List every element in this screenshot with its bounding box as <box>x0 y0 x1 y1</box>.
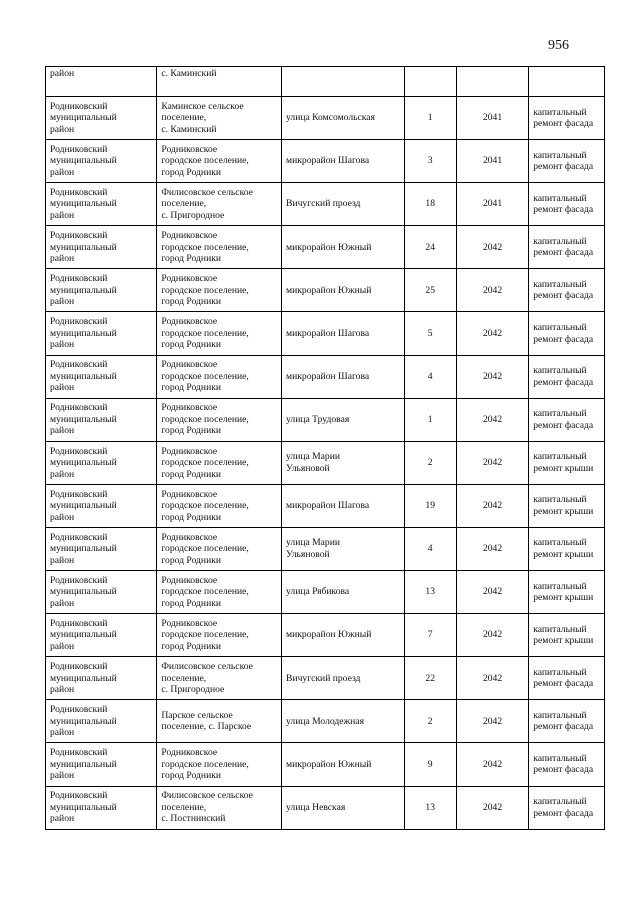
street-cell <box>282 67 404 97</box>
district-line: район <box>50 640 75 652</box>
table-row <box>46 700 605 743</box>
work-line: ремонт фасада <box>533 118 594 130</box>
work-cell <box>529 484 605 527</box>
year-cell: 2042 <box>456 571 528 614</box>
street-line: микрорайон Южный <box>286 758 372 770</box>
house-cell: 5 <box>404 312 456 355</box>
work-line: ремонт фасада <box>533 419 594 431</box>
district-line: Родниковский <box>50 488 108 500</box>
settlement-line: Родниковское <box>161 316 218 328</box>
settlement-line: городское поселение, <box>161 457 249 469</box>
year-cell: 2041 <box>456 140 528 183</box>
settlement-line: поселение, с. Парское <box>161 721 252 733</box>
settlement-cell <box>157 67 282 97</box>
settlement-cell <box>157 312 282 355</box>
settlement-cell <box>157 786 282 829</box>
district-line: Родниковский <box>50 704 108 716</box>
district-cell <box>46 226 157 269</box>
house-cell: 13 <box>404 571 456 614</box>
table-row <box>46 614 605 657</box>
settlement-cell <box>157 398 282 441</box>
district-cell <box>46 657 157 700</box>
table-row <box>46 786 605 829</box>
street-cell <box>282 527 404 570</box>
street-cell <box>282 484 404 527</box>
settlement-cell <box>157 355 282 398</box>
district-line: муниципальный <box>50 629 117 641</box>
district-line: район <box>50 727 75 739</box>
year-cell: 2042 <box>456 269 528 312</box>
year-cell: 2042 <box>456 398 528 441</box>
work-cell <box>529 700 605 743</box>
work-line: капитальный <box>533 752 587 764</box>
settlement-cell <box>157 527 282 570</box>
settlement-line: Родниковское <box>161 747 218 759</box>
district-cell <box>46 97 157 140</box>
settlement-line: городское поселение, <box>161 500 249 512</box>
work-cell <box>529 786 605 829</box>
settlement-cell <box>157 484 282 527</box>
district-line: Родниковский <box>50 445 108 457</box>
settlement-line: город Родники <box>161 296 221 308</box>
street-cell <box>282 140 404 183</box>
district-line: Родниковский <box>50 574 108 586</box>
district-line: Родниковский <box>50 790 108 802</box>
work-line: капитальный <box>533 709 587 721</box>
house-cell: 22 <box>404 657 456 700</box>
settlement-line: поселение, <box>161 672 207 684</box>
district-cell <box>46 398 157 441</box>
district-line: район <box>50 554 75 566</box>
work-line: ремонт фасада <box>533 333 594 345</box>
settlement-line: Родниковское <box>161 445 218 457</box>
year-cell: 2042 <box>456 657 528 700</box>
work-cell <box>529 140 605 183</box>
district-line: Родниковский <box>50 230 108 242</box>
year-cell: 2042 <box>456 484 528 527</box>
table-row <box>46 484 605 527</box>
street-line: улица Молодежная <box>286 715 364 727</box>
district-line: Родниковский <box>50 402 108 414</box>
district-line: муниципальный <box>50 543 117 555</box>
work-cell <box>529 183 605 226</box>
settlement-line: с. Каминский <box>161 68 217 79</box>
district-cell <box>46 67 157 97</box>
settlement-line: Филисовское сельское <box>161 790 253 802</box>
work-line: ремонт фасада <box>533 376 594 388</box>
district-line: муниципальный <box>50 370 117 382</box>
settlement-line: Родниковское <box>161 574 218 586</box>
district-line: муниципальный <box>50 413 117 425</box>
street-cell <box>282 226 404 269</box>
settlement-line: Родниковское <box>161 359 218 371</box>
street-cell <box>282 97 404 140</box>
house-cell: 13 <box>404 786 456 829</box>
settlement-line: городское поселение, <box>161 629 249 641</box>
table-row <box>46 398 605 441</box>
table-row <box>46 527 605 570</box>
settlement-line: поселение, <box>161 801 207 813</box>
settlement-line: город Родники <box>161 640 221 652</box>
house-cell: 19 <box>404 484 456 527</box>
settlement-line: городское поселение, <box>161 370 249 382</box>
year-cell: 2042 <box>456 614 528 657</box>
work-line: капитальный <box>533 796 587 808</box>
work-cell <box>529 398 605 441</box>
street-cell <box>282 571 404 614</box>
street-line: микрорайон Южный <box>286 284 372 296</box>
street-cell <box>282 743 404 786</box>
district-cell <box>46 269 157 312</box>
work-line: капитальный <box>533 494 587 506</box>
house-cell: 25 <box>404 269 456 312</box>
work-line: ремонт крыши <box>533 462 594 474</box>
street-cell <box>282 614 404 657</box>
district-line: муниципальный <box>50 758 117 770</box>
settlement-cell <box>157 269 282 312</box>
settlement-line: с. Пригородное <box>161 209 225 221</box>
district-line: муниципальный <box>50 801 117 813</box>
street-line: микрорайон Южный <box>286 241 372 253</box>
table-row <box>46 571 605 614</box>
work-line: капитальный <box>533 451 587 463</box>
work-cell <box>529 571 605 614</box>
settlement-cell <box>157 97 282 140</box>
settlement-line: городское поселение, <box>161 758 249 770</box>
work-cell <box>529 355 605 398</box>
district-line: район <box>50 468 75 480</box>
year-cell: 2042 <box>456 312 528 355</box>
street-line: улица Комсомольская <box>286 112 375 124</box>
year-cell: 2042 <box>456 786 528 829</box>
district-cell <box>46 786 157 829</box>
street-cell <box>282 312 404 355</box>
work-cell <box>529 614 605 657</box>
house-cell: 9 <box>404 743 456 786</box>
settlement-line: город Родники <box>161 770 221 782</box>
settlement-line: городское поселение, <box>161 413 249 425</box>
settlement-cell <box>157 657 282 700</box>
house-cell: 2 <box>404 700 456 743</box>
work-line: капитальный <box>533 623 587 635</box>
district-line: район <box>50 382 75 394</box>
settlement-line: Родниковское <box>161 273 218 285</box>
settlement-line: город Родники <box>161 511 221 523</box>
district-cell <box>46 140 157 183</box>
settlement-line: город Родники <box>161 253 221 265</box>
settlement-line: Каминское сельское <box>161 100 244 112</box>
table-row <box>46 657 605 700</box>
settlement-line: Родниковское <box>161 230 218 242</box>
work-cell <box>529 97 605 140</box>
settlement-cell <box>157 140 282 183</box>
settlement-line: город Родники <box>161 166 221 178</box>
district-line: Родниковский <box>50 747 108 759</box>
settlement-cell <box>157 183 282 226</box>
street-line: улица Марии <box>286 537 340 549</box>
settlement-line: городское поселение, <box>161 155 249 167</box>
street-line: Ульяновой <box>286 548 330 560</box>
district-cell <box>46 441 157 484</box>
district-cell <box>46 571 157 614</box>
street-cell <box>282 700 404 743</box>
district-line: район <box>50 511 75 523</box>
table-row <box>46 269 605 312</box>
settlement-line: Родниковское <box>161 402 218 414</box>
district-line: Родниковский <box>50 661 108 673</box>
street-line: микрорайон Шагова <box>286 155 370 167</box>
district-line: муниципальный <box>50 586 117 598</box>
work-line: ремонт фасада <box>533 161 594 173</box>
street-line: микрорайон Шагова <box>286 327 370 339</box>
table-row <box>46 743 605 786</box>
year-cell: 2042 <box>456 355 528 398</box>
work-line: капитальный <box>533 192 587 204</box>
district-line: Родниковский <box>50 186 108 198</box>
year-cell: 2042 <box>456 700 528 743</box>
work-cell <box>529 269 605 312</box>
street-line: микрорайон Шагова <box>286 500 370 512</box>
district-line: район <box>50 597 75 609</box>
work-line: ремонт фасада <box>533 678 594 690</box>
work-cell <box>529 657 605 700</box>
work-cell <box>529 226 605 269</box>
district-cell <box>46 700 157 743</box>
district-line: район <box>50 425 75 437</box>
street-line: улица Невская <box>286 801 346 813</box>
district-line: муниципальный <box>50 457 117 469</box>
work-line: ремонт фасада <box>533 764 594 776</box>
street-line: микрорайон Южный <box>286 629 372 641</box>
house-cell: 1 <box>404 97 456 140</box>
district-line: муниципальный <box>50 327 117 339</box>
settlement-line: Парское сельское <box>161 709 233 721</box>
house-cell: 4 <box>404 527 456 570</box>
house-cell <box>404 67 456 97</box>
table-row-continued <box>46 67 605 97</box>
settlement-line: городское поселение, <box>161 241 249 253</box>
district-cell <box>46 743 157 786</box>
work-cell <box>529 743 605 786</box>
street-cell <box>282 355 404 398</box>
settlement-line: Родниковское <box>161 143 218 155</box>
settlement-line: с. Постнинский <box>161 813 226 825</box>
settlement-line: городское поселение, <box>161 327 249 339</box>
district-line: район <box>50 209 75 221</box>
work-line: капитальный <box>533 580 587 592</box>
table-row <box>46 140 605 183</box>
street-cell <box>282 786 404 829</box>
work-line: капитальный <box>533 408 587 420</box>
settlement-cell <box>157 571 282 614</box>
settlement-line: город Родники <box>161 554 221 566</box>
year-cell <box>456 67 528 97</box>
work-line: капитальный <box>533 365 587 377</box>
work-line: капитальный <box>533 278 587 290</box>
district-line: муниципальный <box>50 198 117 210</box>
work-line: ремонт фасада <box>533 290 594 302</box>
district-cell <box>46 484 157 527</box>
district-line: район <box>50 296 75 308</box>
street-cell <box>282 398 404 441</box>
street-line: улица Марии <box>286 451 340 463</box>
district-line: муниципальный <box>50 241 117 253</box>
street-line: улица Трудовая <box>286 413 350 425</box>
year-cell: 2042 <box>456 743 528 786</box>
house-cell: 24 <box>404 226 456 269</box>
work-line: капитальный <box>533 666 587 678</box>
settlement-line: город Родники <box>161 382 221 394</box>
table-row <box>46 183 605 226</box>
district-line: муниципальный <box>50 500 117 512</box>
district-line: Родниковский <box>50 316 108 328</box>
street-line: Ульяновой <box>286 462 330 474</box>
settlement-line: Родниковское <box>161 531 218 543</box>
year-cell: 2041 <box>456 183 528 226</box>
street-cell <box>282 183 404 226</box>
district-line: Родниковский <box>50 617 108 629</box>
year-cell: 2042 <box>456 527 528 570</box>
work-cell <box>529 441 605 484</box>
settlement-line: город Родники <box>161 468 221 480</box>
district-line: Родниковский <box>50 531 108 543</box>
house-cell: 2 <box>404 441 456 484</box>
settlement-line: городское поселение, <box>161 284 249 296</box>
settlement-cell <box>157 700 282 743</box>
district-line: район <box>50 253 75 265</box>
district-cell <box>46 614 157 657</box>
settlement-line: Родниковское <box>161 617 218 629</box>
settlement-line: городское поселение, <box>161 586 249 598</box>
work-line: ремонт фасада <box>533 721 594 733</box>
table-row <box>46 226 605 269</box>
work-cell <box>529 527 605 570</box>
district-line: район <box>50 770 75 782</box>
street-cell <box>282 441 404 484</box>
work-line: капитальный <box>533 106 587 118</box>
table-row <box>46 441 605 484</box>
district-cell <box>46 183 157 226</box>
table-row <box>46 97 605 140</box>
settlement-line: с. Пригородное <box>161 684 225 696</box>
district-line: Родниковский <box>50 143 108 155</box>
table-row <box>46 355 605 398</box>
house-cell: 4 <box>404 355 456 398</box>
settlement-line: Родниковское <box>161 488 218 500</box>
district-line: район <box>50 123 75 135</box>
settlement-line: городское поселение, <box>161 543 249 555</box>
street-cell <box>282 657 404 700</box>
street-line: микрорайон Шагова <box>286 370 370 382</box>
table-row <box>46 312 605 355</box>
district-line: район <box>50 339 75 351</box>
district-cell <box>46 312 157 355</box>
district-line: муниципальный <box>50 672 117 684</box>
district-line: Родниковский <box>50 100 108 112</box>
settlement-line: Филисовское сельское <box>161 661 253 673</box>
work-line: капитальный <box>533 537 587 549</box>
house-cell: 1 <box>404 398 456 441</box>
street-line: Вичугский проезд <box>286 672 361 684</box>
year-cell: 2042 <box>456 226 528 269</box>
work-line: ремонт крыши <box>533 505 594 517</box>
year-cell: 2041 <box>456 97 528 140</box>
work-line: ремонт фасада <box>533 807 594 819</box>
work-line: ремонт фасада <box>533 247 594 259</box>
district-line: район <box>50 166 75 178</box>
street-line: Вичугский проезд <box>286 198 361 210</box>
page-number: 956 <box>548 38 569 53</box>
settlement-line: с. Каминский <box>161 123 217 135</box>
settlement-cell <box>157 226 282 269</box>
street-line: улица Рябикова <box>286 586 350 598</box>
house-cell: 18 <box>404 183 456 226</box>
settlement-cell <box>157 614 282 657</box>
register-body <box>46 67 605 830</box>
settlement-cell <box>157 441 282 484</box>
settlement-line: город Родники <box>161 425 221 437</box>
house-cell: 3 <box>404 140 456 183</box>
district-line: Родниковский <box>50 273 108 285</box>
district-line: муниципальный <box>50 715 117 727</box>
housing-register-table <box>45 66 605 830</box>
work-line: ремонт крыши <box>533 635 594 647</box>
district-line: муниципальный <box>50 155 117 167</box>
year-cell: 2042 <box>456 441 528 484</box>
work-line: капитальный <box>533 322 587 334</box>
district-line: район <box>50 813 75 825</box>
settlement-line: город Родники <box>161 597 221 609</box>
district-cell <box>46 527 157 570</box>
district-line: муниципальный <box>50 112 117 124</box>
street-cell <box>282 269 404 312</box>
district-line: муниципальный <box>50 284 117 296</box>
work-cell <box>529 312 605 355</box>
house-cell: 7 <box>404 614 456 657</box>
settlement-cell <box>157 743 282 786</box>
settlement-line: город Родники <box>161 339 221 351</box>
work-line: ремонт крыши <box>533 592 594 604</box>
settlement-line: Филисовское сельское <box>161 186 253 198</box>
work-line: ремонт фасада <box>533 204 594 216</box>
settlement-line: поселение, <box>161 198 207 210</box>
settlement-line: поселение, <box>161 112 207 124</box>
work-line: ремонт крыши <box>533 548 594 560</box>
district-line: Родниковский <box>50 359 108 371</box>
work-line: капитальный <box>533 149 587 161</box>
district-cell <box>46 355 157 398</box>
district-line: район <box>50 68 75 79</box>
district-line: район <box>50 684 75 696</box>
work-line: капитальный <box>533 235 587 247</box>
work-cell <box>529 67 605 97</box>
